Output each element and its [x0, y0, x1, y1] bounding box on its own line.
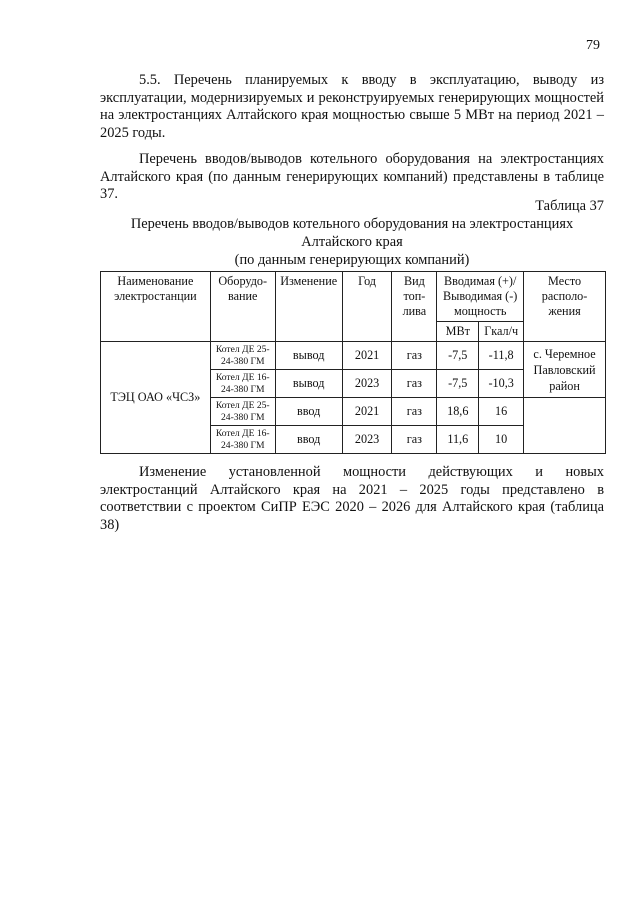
table-label: Таблица 37	[535, 198, 604, 214]
mw-cell: -7,5	[437, 370, 479, 398]
change-cell: вывод	[275, 342, 342, 370]
fuel-cell: газ	[392, 426, 437, 454]
location-cell: с. Черемное Павловский район	[524, 342, 606, 398]
section-paragraph: 5.5. Перечень планируемых к вводу в эксплуатацию, выводу из эксплуатации, модернизируемых и реконструируемых генерирующих мощностей на электростанциях Алтайского края мощностью свыше 5 МВт на период 2021 – 2025 годы.	[100, 72, 604, 141]
intro-paragraph: Перечень вводов/выводов котельного оборудования на электростанциях Алтайского края (по данным генерирующих компаний) представлены в таблице 37.	[100, 151, 604, 203]
header-year: Год	[342, 272, 392, 342]
page-number: 79	[586, 38, 600, 53]
table-caption-line-3: (по данным генерирующих компаний)	[234, 251, 470, 268]
table-caption	[100, 216, 604, 269]
mw-cell: 11,6	[437, 426, 479, 454]
gcal-cell: -11,8	[479, 342, 524, 370]
fuel-cell: газ	[392, 370, 437, 398]
closing-paragraph: Изменение установленной мощности действующих и новых электростанций Алтайского края на 2021 – 2025 годы представлено в соответствии с проектом СиПР ЕЭС 2020 – 2026 для Алтайского края (таблица 38)	[100, 464, 604, 533]
boiler-equipment-table	[100, 271, 606, 454]
year-cell: 2023	[342, 426, 392, 454]
change-cell: ввод	[275, 398, 342, 426]
header-station: Наименование электростанции	[101, 272, 211, 342]
year-cell: 2021	[342, 398, 392, 426]
equipment-cell: Котел ДЕ 16-24-380 ГМ	[210, 370, 275, 398]
header-gcal: Гкал/ч	[479, 322, 524, 342]
table-row	[101, 342, 606, 370]
header-change: Изменение	[275, 272, 342, 342]
equipment-cell: Котел ДЕ 25-24-380 ГМ	[210, 398, 275, 426]
equipment-cell: Котел ДЕ 25-24-380 ГМ	[210, 342, 275, 370]
header-equipment: Оборудо-вание	[210, 272, 275, 342]
change-cell: ввод	[275, 426, 342, 454]
mw-cell: -7,5	[437, 342, 479, 370]
year-cell: 2021	[342, 342, 392, 370]
fuel-cell: газ	[392, 398, 437, 426]
header-mw: МВт	[437, 322, 479, 342]
location-empty-cell	[524, 398, 606, 454]
gcal-cell: -10,3	[479, 370, 524, 398]
fuel-cell: газ	[392, 342, 437, 370]
year-cell: 2023	[342, 370, 392, 398]
station-name-cell: ТЭЦ ОАО «ЧСЗ»	[101, 342, 211, 454]
table-caption-line-2: Алтайского края	[301, 233, 403, 250]
table-header-row	[101, 272, 606, 322]
change-cell: вывод	[275, 370, 342, 398]
header-fuel: Вид топ-лива	[392, 272, 437, 342]
header-location: Место располо-жения	[524, 272, 606, 342]
header-capacity: Вводимая (+)/ Выводимая (-) мощность	[437, 272, 524, 322]
table-caption-line-1: Перечень вводов/выводов котельного оборудования на электростанциях	[130, 216, 574, 232]
equipment-cell: Котел ДЕ 16-24-380 ГМ	[210, 426, 275, 454]
mw-cell: 18,6	[437, 398, 479, 426]
gcal-cell: 10	[479, 426, 524, 454]
gcal-cell: 16	[479, 398, 524, 426]
